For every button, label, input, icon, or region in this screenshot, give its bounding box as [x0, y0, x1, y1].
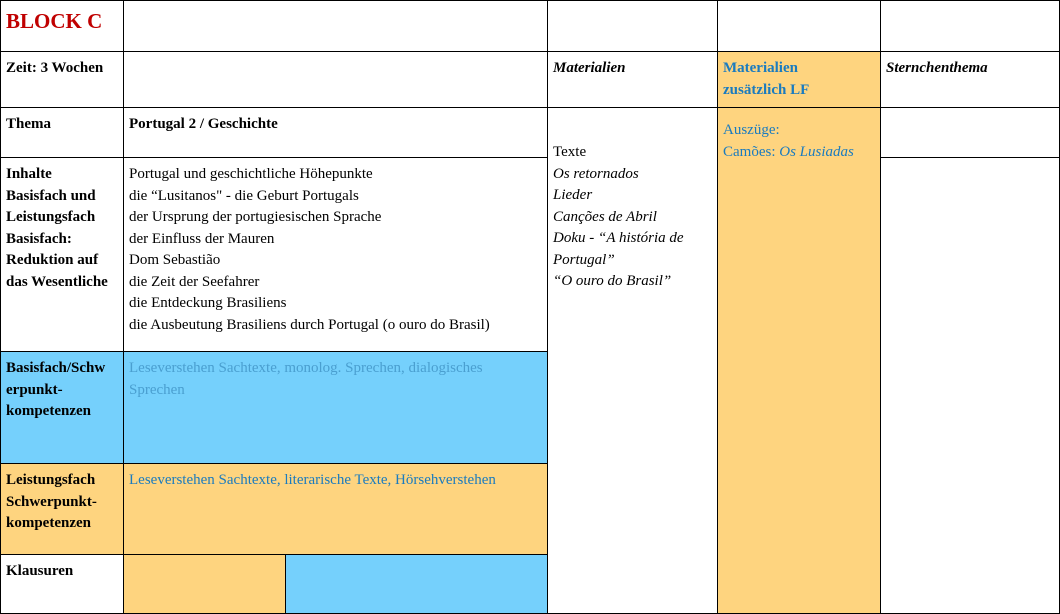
materialien-list: Texte Os retornados Lieder Canções de Abril Doku - “A história de Portugal” “O ouro do Brasil” [548, 108, 718, 614]
basisfach-label: Basisfach/Schw erpunkt- kompetenzen [1, 352, 124, 464]
list-item: Portugal und geschichtliche Höhepunkte [129, 166, 373, 182]
list-item: Dom Sebastião [129, 252, 221, 268]
inhalte-list [124, 158, 548, 352]
empty-cell [124, 52, 548, 108]
thema-label: Thema [1, 108, 124, 158]
zeit-label: Zeit: 3 Wochen [1, 52, 124, 108]
list-item: die “Lusitanos" - die Geburt Portugals [129, 187, 359, 204]
block-title-cell [1, 1, 124, 52]
klausuren-lf-cell [124, 555, 286, 614]
list-item: der Ursprung der portugiesischen Sprache [129, 209, 382, 225]
block-title: BLOCK C [6, 9, 103, 33]
empty-cell [881, 1, 1060, 52]
leistungsfach-value: Leseverstehen Sachtexte, literarische Texte, Hörsehverstehen [124, 464, 548, 555]
empty-cell [881, 158, 1060, 614]
empty-cell [718, 1, 881, 52]
sternchenthema-header: Sternchenthema [881, 52, 1060, 108]
klausuren-label: Klausuren [1, 555, 124, 614]
inhalte-label: Inhalte Basisfach und Leistungsfach Basisfach: Reduktion auf das Wesentliche [1, 158, 124, 352]
basisfach-value: Leseverstehen Sachtexte, monolog. Sprechen, dialogisches Sprechen [124, 352, 548, 464]
empty-cell [881, 108, 1060, 158]
list-item: die Ausbeutung Brasiliens durch Portugal (o ouro do Brasil) [129, 316, 490, 333]
thema-value: Portugal 2 / Geschichte [124, 108, 548, 158]
list-item: die Entdeckung Brasiliens [129, 295, 287, 311]
leistungsfach-label: Leistungsfach Schwerpunkt- kompetenzen [1, 464, 124, 555]
materialien-lf-header: Materialien zusätzlich LF [718, 52, 881, 108]
empty-cell [124, 1, 548, 52]
materialien-header: Materialien [548, 52, 718, 108]
list-item: die Zeit der Seefahrer [129, 273, 260, 290]
empty-cell [548, 1, 718, 52]
list-item: der Einfluss der Mauren [129, 230, 275, 247]
materialien-lf-list: Auszüge: Camões: Os Lusiadas [718, 108, 881, 614]
klausuren-bf-cell [286, 555, 548, 614]
